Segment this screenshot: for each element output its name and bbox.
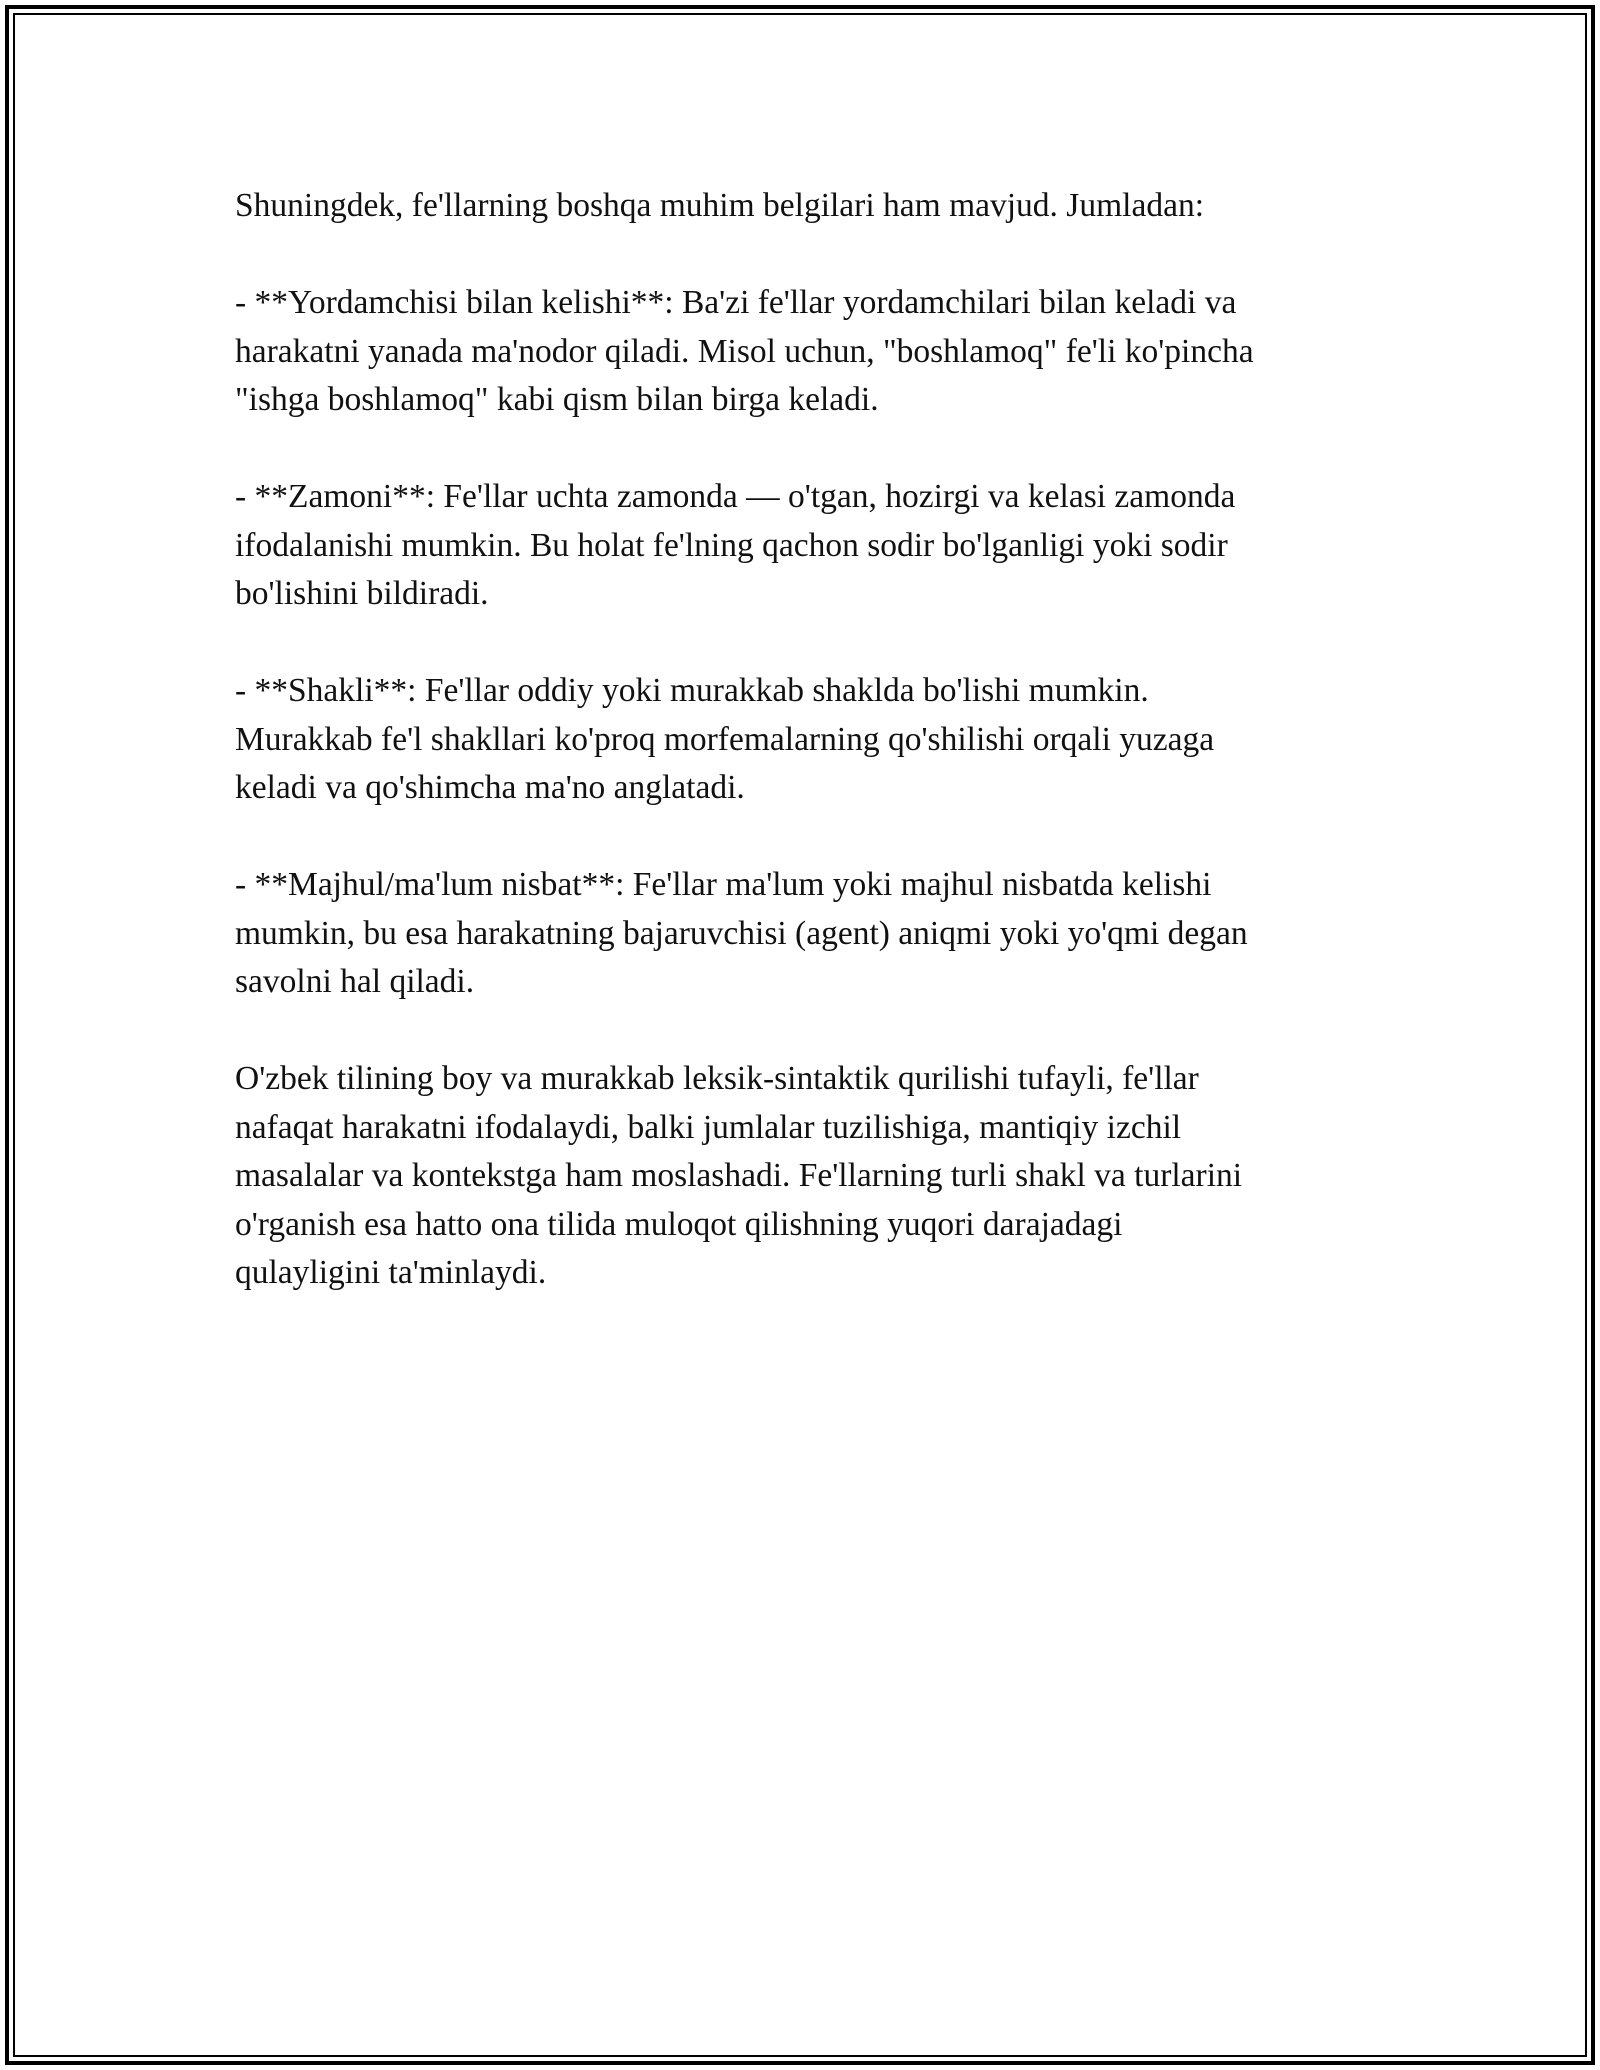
list-item-zamoni: - **Zamoni**: Fe'llar uchta zamonda — o'tgan, hozirgi va kelasi zamonda ifodalanishi mumkin. Bu holat fe'lning qachon sodir bo'lganligi yoki sodir bo'lishini bildiradi. [235, 478, 1236, 612]
list-item-shakli: - **Shakli**: Fe'llar oddiy yoki murakkab shakldа bo'lishi mumkin. Murakkab fe'l shakllari ko'proq morfemalarning qo'shilishi orqali yuzaga keladi va qo'shimcha ma'no anglatadi. [235, 672, 1215, 806]
intro-paragraph: Shuningdek, fe'llarning boshqa muhim belgilari ham mavjud. Jumladan: [235, 187, 1204, 224]
document-body [235, 182, 1375, 1298]
conclusion-paragraph: O'zbek tilining boy va murakkab leksik-sintaktik qurilishi tufayli, fe'llar nafaqat harakatni ifodalaydi, balki jumlalar tuzilishiga, mantiqiy izchil masalalar va kontekstga ham moslashadi. Fe'llarning turli shakl va turlarini o'rganish esa hatto ona tilida muloqot qilishning yuqori darajadagi qulayligini ta'minlaydi. [235, 1060, 1243, 1291]
list-item-yordamchisi: - **Yordamchisi bilan kelishi**: Ba'zi fe'llar yordamchilari bilan keladi va harakatni yanada ma'nodor qiladi. Misol uchun, "boshlamoq" fe'li ko'pincha "ishga boshlamoq" kabi qism bilan birga keladi. [235, 284, 1254, 418]
list-item-nisbat: - **Majhul/ma'lum nisbat**: Fe'llar ma'lum yoki majhul nisbatda kelishi mumkin, bu esa harakatning bajaruvchisi (agent) aniqmi yoki yo'qmi degan savolni hal qiladi. [235, 866, 1248, 1000]
